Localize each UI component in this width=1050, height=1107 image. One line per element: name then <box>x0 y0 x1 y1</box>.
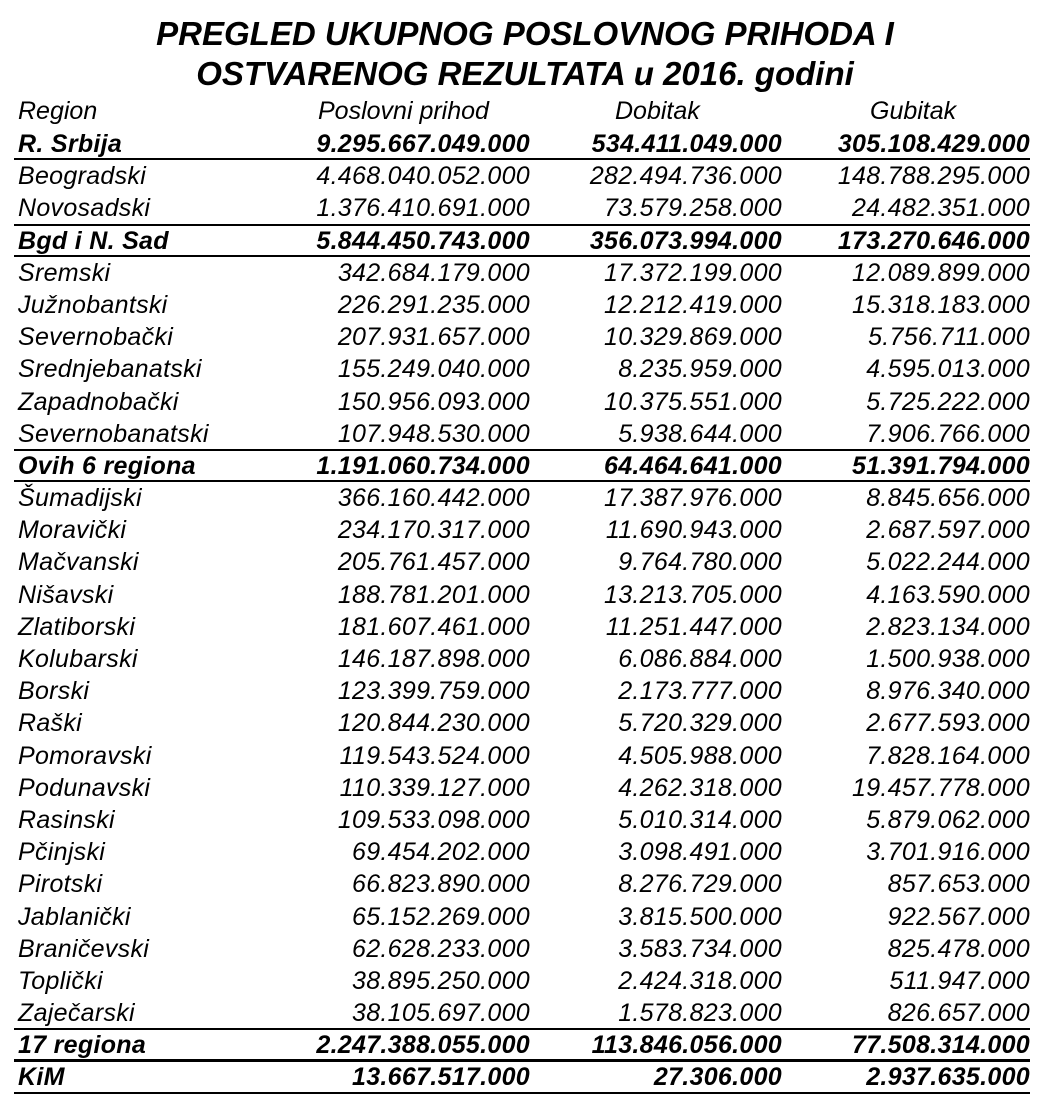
cell-region: Beogradski <box>18 162 147 191</box>
cell-gubitak: 5.022.244.000 <box>866 548 1030 577</box>
cell-gubitak: 2.687.597.000 <box>866 516 1030 545</box>
table-row <box>0 772 1050 804</box>
cell-poslovni-prihod: 146.187.898.000 <box>337 645 530 673</box>
cell-region: Šumadijski <box>18 484 142 513</box>
cell-dobitak: 10.375.551.000 <box>604 387 782 416</box>
cell-gubitak: 1.500.938.000 <box>866 645 1030 673</box>
cell-dobitak: 13.213.705.000 <box>604 580 782 609</box>
cell-poslovni-prihod: 205.761.457.000 <box>337 548 530 577</box>
cell-poslovni-prihod: 13.667.517.000 <box>352 1063 530 1092</box>
cell-poslovni-prihod: 110.339.127.000 <box>339 773 530 802</box>
cell-dobitak: 3.583.734.000 <box>618 934 782 963</box>
table-row <box>0 482 1050 514</box>
cell-dobitak: 3.815.500.000 <box>618 902 782 931</box>
cell-gubitak: 922.567.000 <box>887 902 1030 931</box>
cell-dobitak: 8.276.729.000 <box>618 870 782 899</box>
table-row <box>0 868 1050 900</box>
cell-dobitak: 2.424.318.000 <box>618 966 782 995</box>
cell-gubitak: 2.937.635.000 <box>866 1063 1030 1092</box>
table-row <box>0 965 1050 997</box>
cell-poslovni-prihod: 123.399.759.000 <box>337 677 530 706</box>
cell-region: Novosadski <box>18 194 151 223</box>
table-row <box>0 804 1050 836</box>
cell-dobitak: 113.846.056.000 <box>591 1031 782 1060</box>
cell-poslovni-prihod: 109.533.098.000 <box>337 805 530 834</box>
cell-dobitak: 4.262.318.000 <box>618 773 782 802</box>
cell-dobitak: 4.505.988.000 <box>618 741 782 770</box>
cell-gubitak: 8.976.340.000 <box>866 677 1030 706</box>
cell-dobitak: 2.173.777.000 <box>618 677 782 706</box>
cell-region: Kolubarski <box>18 645 138 673</box>
cell-region: R. Srbija <box>18 130 123 158</box>
cell-dobitak: 9.764.780.000 <box>618 548 782 577</box>
cell-gubitak: 148.788.295.000 <box>837 162 1030 191</box>
cell-region: Raški <box>18 709 83 738</box>
cell-dobitak: 8.235.959.000 <box>618 355 782 384</box>
cell-region: Mačvanski <box>18 548 139 577</box>
cell-dobitak: 3.098.491.000 <box>618 838 782 867</box>
cell-region: Rasinski <box>18 805 115 834</box>
cell-region: Zapadnobački <box>18 387 179 416</box>
table-row <box>0 386 1050 418</box>
cell-dobitak: 356.073.994.000 <box>589 226 782 255</box>
cell-dobitak: 17.387.976.000 <box>604 484 782 513</box>
table-row <box>0 675 1050 707</box>
cell-region: Pirotski <box>18 870 103 899</box>
cell-dobitak: 5.010.314.000 <box>618 805 782 834</box>
table-header <box>0 96 1050 128</box>
table-row <box>0 740 1050 772</box>
cell-poslovni-prihod: 226.291.235.000 <box>337 290 530 319</box>
cell-poslovni-prihod: 120.844.230.000 <box>337 709 530 738</box>
table-row <box>0 901 1050 933</box>
cell-poslovni-prihod: 2.247.388.055.000 <box>316 1031 530 1060</box>
table-row-total <box>0 1029 1050 1061</box>
column-header-region: Region <box>18 97 98 125</box>
cell-gubitak: 2.677.593.000 <box>866 709 1030 738</box>
cell-dobitak: 12.212.419.000 <box>604 290 782 319</box>
cell-poslovni-prihod: 1.191.060.734.000 <box>316 451 530 480</box>
cell-poslovni-prihod: 155.249.040.000 <box>337 355 530 384</box>
cell-poslovni-prihod: 4.468.040.052.000 <box>316 162 530 191</box>
cell-dobitak: 11.251.447.000 <box>605 612 782 641</box>
cell-region: Južnobantski <box>18 290 168 319</box>
cell-region: Borski <box>18 677 90 706</box>
table-row <box>0 546 1050 578</box>
cell-region: Ovih 6 regiona <box>18 451 196 480</box>
table-row-total <box>0 225 1050 257</box>
cell-gubitak: 5.725.222.000 <box>866 387 1030 416</box>
cell-poslovni-prihod: 62.628.233.000 <box>352 934 530 963</box>
table-row-total <box>0 450 1050 482</box>
cell-dobitak: 6.086.884.000 <box>618 645 782 673</box>
table-row <box>0 707 1050 739</box>
cell-region: Bgd i N. Sad <box>18 226 169 255</box>
cell-region: Jablanički <box>18 902 131 931</box>
cell-dobitak: 73.579.258.000 <box>604 194 782 223</box>
cell-dobitak: 5.938.644.000 <box>618 419 782 448</box>
table-row <box>0 418 1050 450</box>
cell-dobitak: 27.306.000 <box>653 1063 782 1092</box>
cell-region: Toplički <box>18 966 103 995</box>
table-row <box>0 289 1050 321</box>
cell-gubitak: 511.947.000 <box>889 966 1030 995</box>
cell-gubitak: 305.108.429.000 <box>837 130 1030 158</box>
cell-poslovni-prihod: 150.956.093.000 <box>337 387 530 416</box>
table-row <box>0 192 1050 224</box>
cell-gubitak: 857.653.000 <box>887 870 1030 899</box>
cell-gubitak: 4.595.013.000 <box>866 355 1030 384</box>
column-header-gubitak: Gubitak <box>870 97 957 125</box>
cell-gubitak: 12.089.899.000 <box>852 258 1030 287</box>
cell-poslovni-prihod: 234.170.317.000 <box>337 516 530 545</box>
cell-dobitak: 282.494.736.000 <box>589 162 782 191</box>
cell-poslovni-prihod: 207.931.657.000 <box>337 323 530 352</box>
cell-dobitak: 10.329.869.000 <box>604 323 782 352</box>
cell-region: Severnobanatski <box>18 419 209 448</box>
cell-gubitak: 19.457.778.000 <box>852 773 1030 802</box>
cell-region: Severnobački <box>18 323 174 352</box>
cell-dobitak: 17.372.199.000 <box>604 258 782 287</box>
cell-gubitak: 5.756.711.000 <box>868 323 1030 352</box>
cell-poslovni-prihod: 119.543.524.000 <box>339 741 530 770</box>
table-row <box>0 933 1050 965</box>
cell-gubitak: 24.482.351.000 <box>852 194 1030 223</box>
table-row <box>0 836 1050 868</box>
cell-gubitak: 15.318.183.000 <box>852 290 1030 319</box>
cell-poslovni-prihod: 65.152.269.000 <box>352 902 530 931</box>
cell-poslovni-prihod: 66.823.890.000 <box>352 870 530 899</box>
cell-poslovni-prihod: 366.160.442.000 <box>337 484 530 513</box>
cell-poslovni-prihod: 69.454.202.000 <box>352 838 530 867</box>
cell-poslovni-prihod: 1.376.410.691.000 <box>316 194 530 223</box>
column-header-poslovni-prihod: Poslovni prihod <box>318 97 489 125</box>
cell-poslovni-prihod: 5.844.450.743.000 <box>316 226 530 255</box>
table-row <box>0 257 1050 289</box>
cell-gubitak: 8.845.656.000 <box>866 484 1030 513</box>
cell-gubitak: 4.163.590.000 <box>866 580 1030 609</box>
column-header-dobitak: Dobitak <box>615 97 700 125</box>
cell-region: Srednjebanatski <box>18 355 202 384</box>
cell-gubitak: 3.701.916.000 <box>866 838 1030 867</box>
cell-poslovni-prihod: 38.895.250.000 <box>352 966 530 995</box>
cell-dobitak: 64.464.641.000 <box>604 451 782 480</box>
cell-gubitak: 77.508.314.000 <box>852 1031 1030 1060</box>
table-row <box>0 514 1050 546</box>
cell-dobitak: 1.578.823.000 <box>618 999 782 1028</box>
cell-region: Zaječarski <box>18 999 135 1028</box>
cell-gubitak: 826.657.000 <box>887 999 1030 1028</box>
data-table <box>0 128 1050 1094</box>
cell-gubitak: 173.270.646.000 <box>837 226 1030 255</box>
cell-gubitak: 2.823.134.000 <box>866 612 1030 641</box>
page-title-line-2: OSTVARENOG REZULTATA u 2016. godini <box>196 55 854 92</box>
cell-poslovni-prihod: 38.105.697.000 <box>352 999 530 1028</box>
table-row <box>0 353 1050 385</box>
table-row <box>0 611 1050 643</box>
table-row <box>0 643 1050 675</box>
cell-region: Pomoravski <box>18 741 152 770</box>
cell-region: Nišavski <box>18 580 114 609</box>
cell-region: Pčinjski <box>18 838 106 867</box>
cell-region: KiM <box>18 1063 65 1092</box>
cell-gubitak: 7.906.766.000 <box>866 419 1030 448</box>
cell-dobitak: 534.411.049.000 <box>591 130 782 158</box>
cell-dobitak: 5.720.329.000 <box>618 709 782 738</box>
table-row <box>0 321 1050 353</box>
cell-gubitak: 7.828.164.000 <box>866 741 1030 770</box>
cell-poslovni-prihod: 9.295.667.049.000 <box>316 130 530 158</box>
cell-poslovni-prihod: 181.607.461.000 <box>337 612 530 641</box>
cell-region: 17 regiona <box>18 1031 147 1060</box>
table-row <box>0 579 1050 611</box>
table-row <box>0 160 1050 192</box>
cell-region: Braničevski <box>18 934 150 963</box>
cell-region: Moravički <box>18 516 127 545</box>
cell-gubitak: 825.478.000 <box>887 934 1030 963</box>
cell-region: Zlatiborski <box>18 612 136 641</box>
cell-poslovni-prihod: 188.781.201.000 <box>337 580 530 609</box>
table-row-total <box>0 128 1050 160</box>
page-title-line-1: PREGLED UKUPNOG POSLOVNOG PRIHODA I <box>156 15 894 52</box>
cell-poslovni-prihod: 342.684.179.000 <box>337 258 530 287</box>
cell-gubitak: 5.879.062.000 <box>866 805 1030 834</box>
table-row <box>0 997 1050 1029</box>
cell-region: Podunavski <box>18 773 151 802</box>
cell-gubitak: 51.391.794.000 <box>852 451 1030 480</box>
cell-poslovni-prihod: 107.948.530.000 <box>337 419 530 448</box>
cell-region: Sremski <box>18 258 111 287</box>
cell-dobitak: 11.690.943.000 <box>605 516 782 545</box>
table-row-total <box>0 1061 1050 1093</box>
